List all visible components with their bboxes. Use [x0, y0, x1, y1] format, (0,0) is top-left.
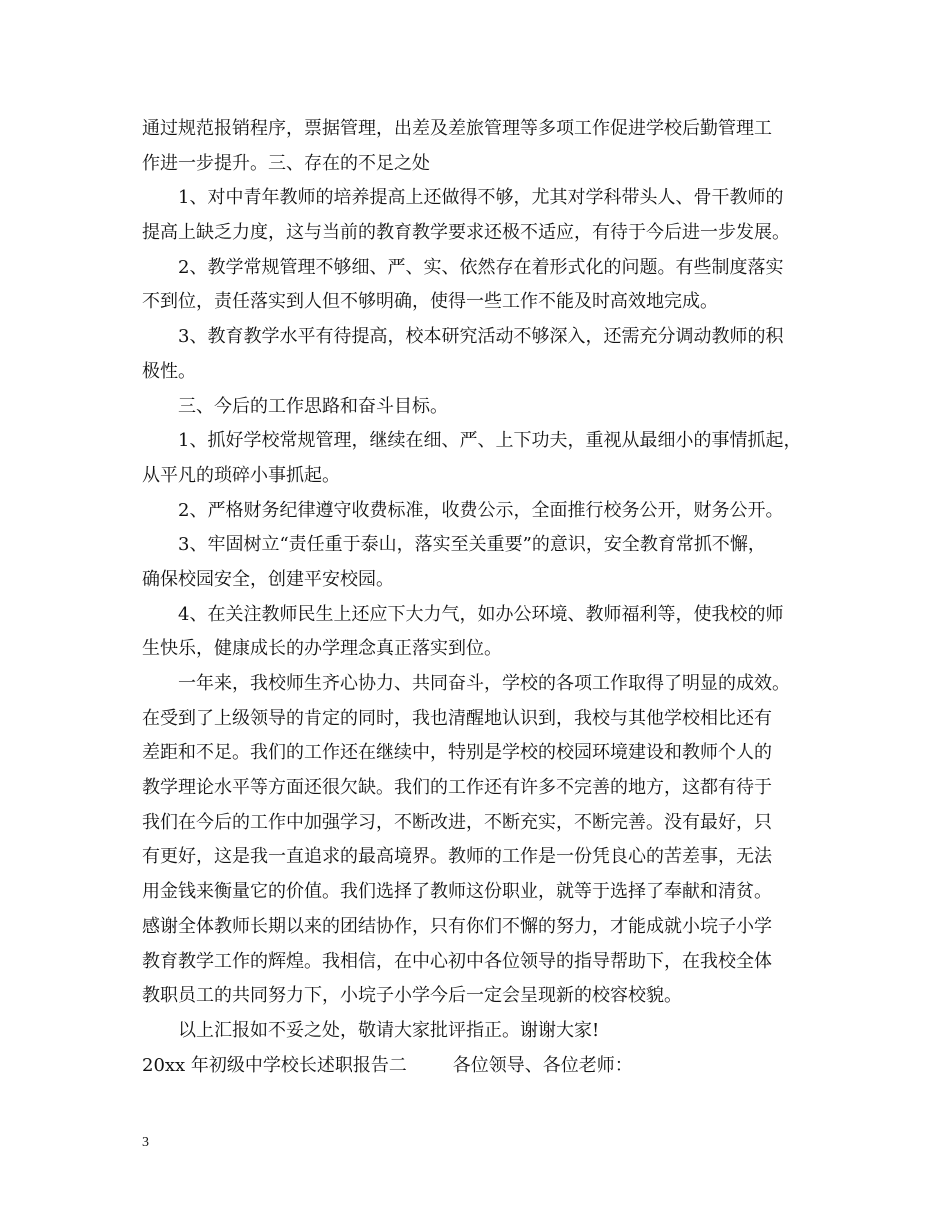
text-line: 用金钱来衡量它的价值。我们选择了教师这份职业，就等于选择了奉献和清贫。	[142, 881, 772, 903]
text-line: 教育教学工作的辉煌。我相信，在中心初中各位领导的指导帮助下，在我校全体	[142, 950, 772, 972]
text-line: 在受到了上级领导的肯定的同时，我也清醒地认识到，我校与其他学校相比还有	[142, 707, 772, 729]
text-line: 教学理论水平等方面还很欠缺。我们的工作还有许多不完善的地方，这都有待于	[142, 777, 772, 799]
text-line: 2、严格财务纪律遵守收费标准，收费公示，全面推行校务公开，财务公开。	[178, 499, 784, 521]
page-number: 3	[142, 1135, 149, 1150]
text-line: 作进一步提升。三、存在的不足之处	[142, 152, 430, 174]
text-line: 从平凡的琐碎小事抓起。	[142, 464, 340, 486]
text-line: 有更好，这是我一直追求的最高境界。教师的工作是一份凭良心的苦差事，无法	[142, 846, 772, 868]
text-line: 3、牢固树立“责任重于泰山，落实至关重要”的意识，安全教育常抓不懈，	[178, 534, 766, 556]
text-line: 不到位，责任落实到人但不够明确，使得一些工作不能及时高效地完成。	[142, 291, 718, 313]
text-line: 3、教育教学水平有待提高，校本研究活动不够深入，还需充分调动教师的积	[178, 326, 784, 348]
text-line: 我们在今后的工作中加强学习，不断改进，不断充实，不断完善。没有最好，只	[142, 811, 772, 833]
text-line: 通过规范报销程序，票据管理，出差及差旅管理等多项工作促进学校后勤管理工	[142, 118, 772, 139]
text-line: 2、教学常规管理不够细、严、实、依然存在着形式化的问题。有些制度落实	[178, 256, 784, 278]
text-line: 极性。	[142, 360, 196, 382]
text-line: 差距和不足。我们的工作还在继续中，特别是学校的校园环境建设和教师个人的	[142, 742, 772, 764]
text-line: 教职员工的共同努力下，小垸子小学今后一定会呈现新的校容校貌。	[142, 985, 682, 1007]
text-line: 确保校园安全，创建平安校园。	[142, 568, 394, 590]
document-body	[142, 112, 810, 1083]
text-line: 4、在关注教师民生上还应下大力气，如办公环境、教师福利等，使我校的师	[178, 603, 784, 625]
text-line: 1、抓好学校常规管理，继续在细、严、上下功夫，重视从最细小的事情抓起，	[178, 430, 802, 452]
text-line: 感谢全体教师长期以来的团结协作，只有你们不懈的努力，才能成就小垸子小学	[142, 915, 772, 937]
text-line: 以上汇报如不妥之处，敬请大家批评指正。谢谢大家!	[178, 1019, 600, 1041]
report-title-line: 20xx 年初级中学校长述职报告二 各位领导、各位老师：	[142, 1054, 633, 1076]
text-line: 生快乐，健康成长的办学理念真正落实到位。	[142, 638, 502, 660]
text-line: 提高上缺乏力度，这与当前的教育教学要求还极不适应，有待于今后进一步发展。	[142, 222, 790, 244]
text-line: 1、对中青年教师的培养提高上还做得不够，尤其对学科带头人、骨干教师的	[178, 187, 784, 209]
text-line: 一年来，我校师生齐心协力、共同奋斗，学校的各项工作取得了明显的成效。	[178, 673, 790, 694]
section-heading: 三、今后的工作思路和奋斗目标。	[178, 395, 448, 417]
